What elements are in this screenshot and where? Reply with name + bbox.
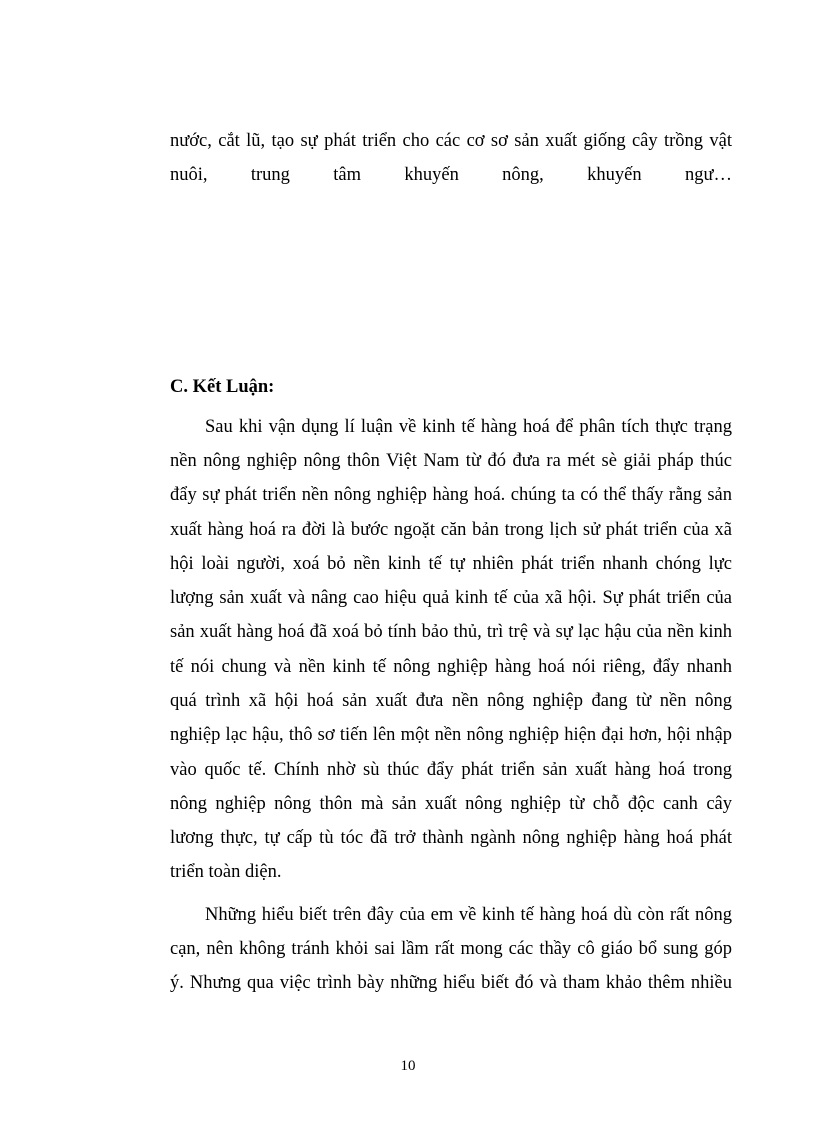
text-line: Những hiểu biết trên đây của em về kinh tế hàng hoá dù còn rất nông — [205, 905, 732, 925]
text-line: tế nói chung và nền kinh tế nông nghiệp hàng hoá nói riêng, đẩy nhanh — [170, 657, 732, 677]
section-heading: C. Kết Luận: — [170, 377, 275, 397]
text-line: đẩy sự phát triển nền nông nghiệp hàng hoá. chúng ta có thể thấy rằng sản — [170, 485, 732, 505]
text-line: nước, cắt lũ, tạo sự phát triển cho các cơ sơ sản xuất giống cây trồng vật — [170, 131, 732, 151]
text-line: cạn, nên không tránh khỏi sai lầm rất mong các thầy cô giáo bổ sung góp — [170, 939, 732, 959]
text-line: nghiệp lạc hậu, thô sơ tiến lên một nền nông nghiệp hiện đại hơn, hội nhập — [170, 725, 732, 745]
text-line: nuôi, trung tâm khuyến nông, khuyến ngư… — [170, 165, 732, 185]
text-line: nền nông nghiệp nông thôn Việt Nam từ đó đưa ra mét sè giải pháp thúc — [170, 451, 732, 471]
text-line: lượng sản xuất và nâng cao hiệu quả kinh tế của xã hội. Sự phát triển của — [170, 588, 732, 608]
text-line: triển toàn diện. — [170, 862, 282, 882]
text-line: quá trình xã hội hoá sản xuất đưa nền nông nghiệp đang từ nền nông — [170, 691, 732, 711]
text-line: sản xuất hàng hoá đã xoá bỏ tính bảo thủ, trì trệ và sự lạc hậu của nền kinh — [170, 622, 732, 642]
page-number: 10 — [400, 1058, 416, 1074]
text-line: Sau khi vận dụng lí luận về kinh tế hàng hoá để phân tích thực trạng — [205, 417, 732, 437]
text-line: vào quốc tế. Chính nhờ sù thúc đẩy phát triển sản xuất hàng hoá trong — [170, 760, 732, 780]
text-line: hội loài người, xoá bỏ nền kinh tế tự nhiên phát triển nhanh chóng lực — [170, 554, 732, 574]
text-line: lương thực, tự cấp tù tóc đã trở thành ngành nông nghiệp hàng hoá phát — [170, 828, 732, 848]
text-line: nông nghiệp nông thôn mà sản xuất nông nghiệp từ chỗ độc canh cây — [170, 794, 732, 814]
text-line: ý. Nhưng qua việc trình bày những hiểu biết đó và tham khảo thêm nhiều — [170, 973, 732, 993]
text-line: xuất hàng hoá ra đời là bước ngoặt căn bản trong lịch sử phát triển của xã — [170, 520, 732, 540]
